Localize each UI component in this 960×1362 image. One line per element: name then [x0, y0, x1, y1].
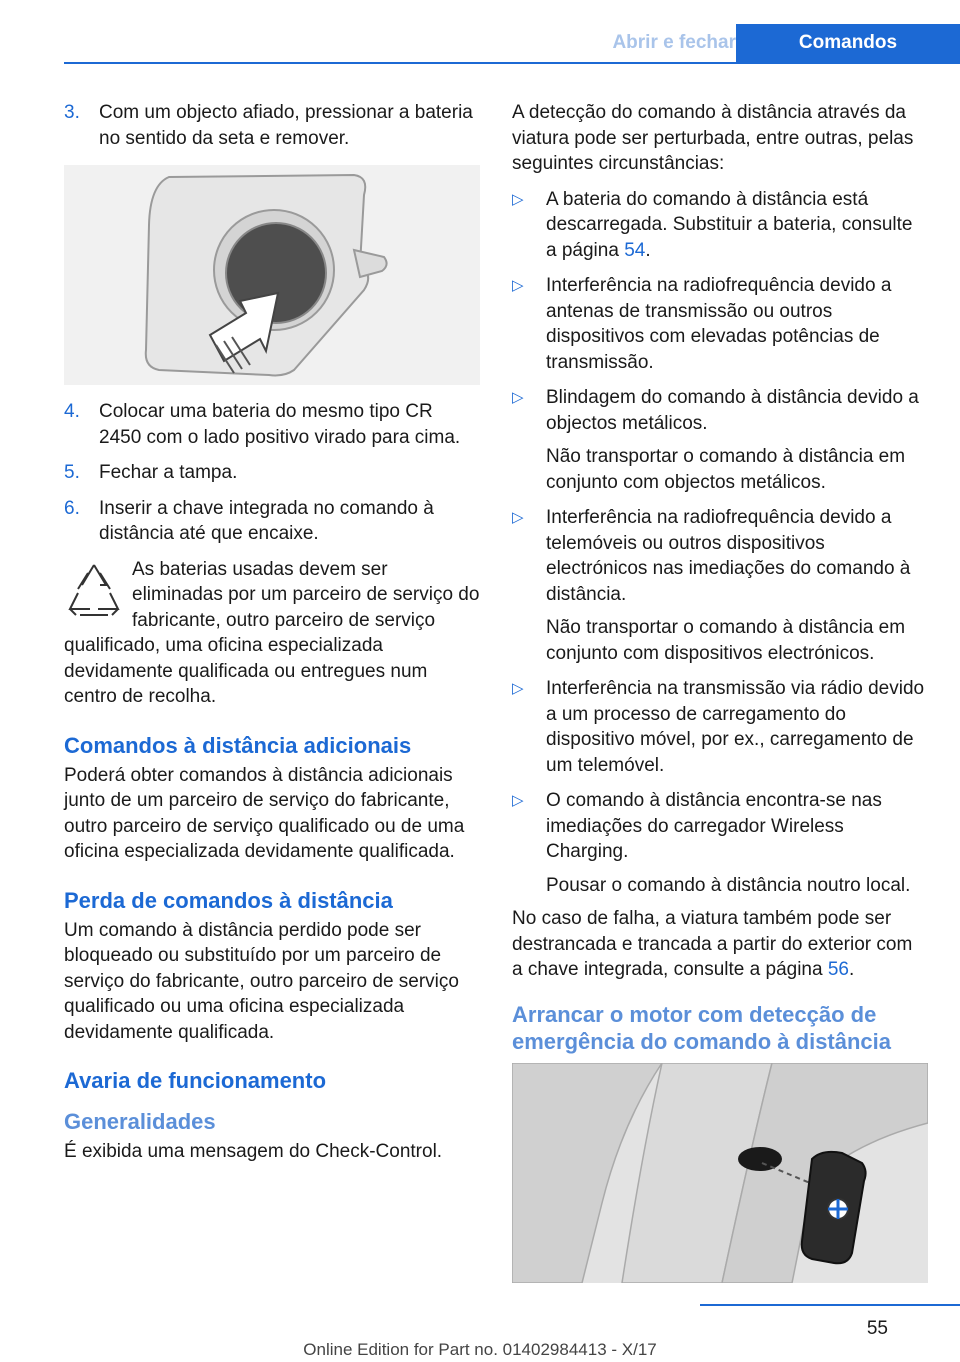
triangle-bullet-icon: ▷ — [512, 277, 524, 294]
bullet-mobile-phones — [512, 505, 928, 666]
bullet-text — [546, 187, 928, 264]
para-additional-remotes: Poderá obter comandos à distância adicionais junto de um parceiro de serviço do fabricante, outro parceiro de serviço qualificado ou de uma oficina especializada devidamente qualificada. — [64, 764, 465, 862]
step-text: Inserir a chave integrada no comando à distância até que encaixe. — [99, 497, 434, 544]
failure-text — [512, 906, 928, 983]
bullet-battery-discharged — [512, 187, 928, 264]
bullet-text: Interferência na radiofrequência devido a telemóveis ou outros dispositivos electrónicos nas imediações do comando à distância. — [546, 507, 911, 605]
step-text: Com um objecto afiado, pressionar a bateria no sentido da seta e remover. — [99, 102, 473, 149]
failure-text-end: . — [848, 959, 855, 980]
steering-column-illustration — [512, 1063, 928, 1283]
heading-malfunction: Avaria de funcionamento — [64, 1068, 327, 1093]
triangle-bullet-icon: ▷ — [512, 389, 524, 406]
bullet-metal-shielding — [512, 385, 928, 495]
failure-text-part: No caso de falha, a viatura também pode ser destrancada e trancada a partir do exterior com a chave integrada, consulte a página — [512, 908, 913, 980]
page-number: 55 — [866, 1318, 888, 1339]
step-number: 4. — [64, 401, 80, 422]
triangle-bullet-icon: ▷ — [512, 509, 524, 526]
step-4 — [64, 399, 480, 450]
page-link-56[interactable]: 56 — [827, 959, 849, 980]
intro-text: A detecção do comando à distância através da viatura pode ser perturbada, entre outras, pelas seguintes circunstâncias: — [512, 102, 914, 174]
left-column — [64, 100, 480, 1165]
key-fob-illustration — [64, 165, 480, 385]
triangle-bullet-icon: ▷ — [512, 190, 524, 208]
bullet-text-part: A bateria do comando à distância está descarregada. Substituir a bateria, consulte a página — [546, 188, 913, 261]
footer-edition: Online Edition for Part no. 01402984413 - X/17 — [303, 1340, 657, 1359]
bullet-radio-antennas — [512, 273, 928, 375]
note-text: As baterias usadas devem ser eliminadas por um parceiro de serviço do fabricante, outro parceiro de serviço qualificado, uma oficina especializada devidamente qualificada ou entregues num centro de recolha. — [64, 558, 480, 707]
bullet-text: Blindagem do comando à distância devido a objectos metálicos. — [546, 387, 919, 434]
footer-rule — [700, 1304, 960, 1306]
page-link-54[interactable]: 54 — [624, 239, 646, 261]
header-section-tab[interactable]: Abrir e fechar — [612, 32, 736, 53]
page-header — [64, 24, 960, 64]
heading-loss-of-remotes: Perda de comandos à distância — [64, 887, 393, 913]
bullet-subtext: Não transportar o comando à distância em conjunto com objectos metálicos. — [546, 446, 906, 493]
header-active-tab[interactable]: Comandos — [736, 24, 960, 62]
recycling-note — [64, 557, 480, 710]
battery-removal-figure — [64, 165, 480, 385]
bullet-subtext: Pousar o comando à distância noutro local. — [546, 874, 911, 896]
step-number: 5. — [64, 462, 80, 483]
step-number: 3. — [64, 102, 80, 123]
bullet-text: Interferência na radiofrequência devido a antenas de transmissão ou outros dispositivos com elevadas potências de transmissão. — [546, 275, 892, 373]
bullet-wireless-charging — [512, 788, 928, 898]
step-text: Colocar uma bateria do mesmo tipo CR 2450 com o lado positivo virado para cima. — [99, 401, 461, 448]
bullet-text-end: . — [645, 239, 651, 261]
triangle-bullet-icon: ▷ — [512, 680, 524, 697]
heading-general: Generalidades — [64, 1109, 216, 1134]
emergency-start-figure — [512, 1063, 928, 1283]
step-6 — [64, 496, 480, 547]
para-loss-of-remotes: Um comando à distância perdido pode ser bloqueado ou substituído por um parceiro de serviço do fabricante, outro parceiro de serviço qualificado ou uma oficina especializada devidamente qualificada. — [64, 919, 459, 1043]
right-column — [512, 100, 928, 1283]
step-number: 6. — [64, 497, 80, 519]
step-text: Fechar a tampa. — [99, 462, 238, 483]
para-general: É exibida uma mensagem do Check-Control. — [64, 1141, 443, 1162]
recycle-icon — [64, 557, 124, 625]
heading-additional-remotes: Comandos à distância adicionais — [64, 732, 412, 758]
step-5 — [64, 460, 480, 486]
step-3 — [64, 100, 480, 151]
bullet-subtext: Não transportar o comando à distância em conjunto com dispositivos electrónicos. — [546, 617, 906, 664]
bullet-text: O comando à distância encontra-se nas imediações do carregador Wireless Charging. — [546, 790, 882, 862]
triangle-bullet-icon: ▷ — [512, 792, 524, 809]
bullet-charging-interference — [512, 676, 928, 778]
heading-emergency-start: Arrancar o motor com detecção de emergência do comando à distância — [512, 1001, 892, 1054]
bullet-text: Interferência na transmissão via rádio devido a um processo de carregamento do dispositivo móvel, por ex., carregamento de um telemóvel. — [546, 678, 925, 776]
